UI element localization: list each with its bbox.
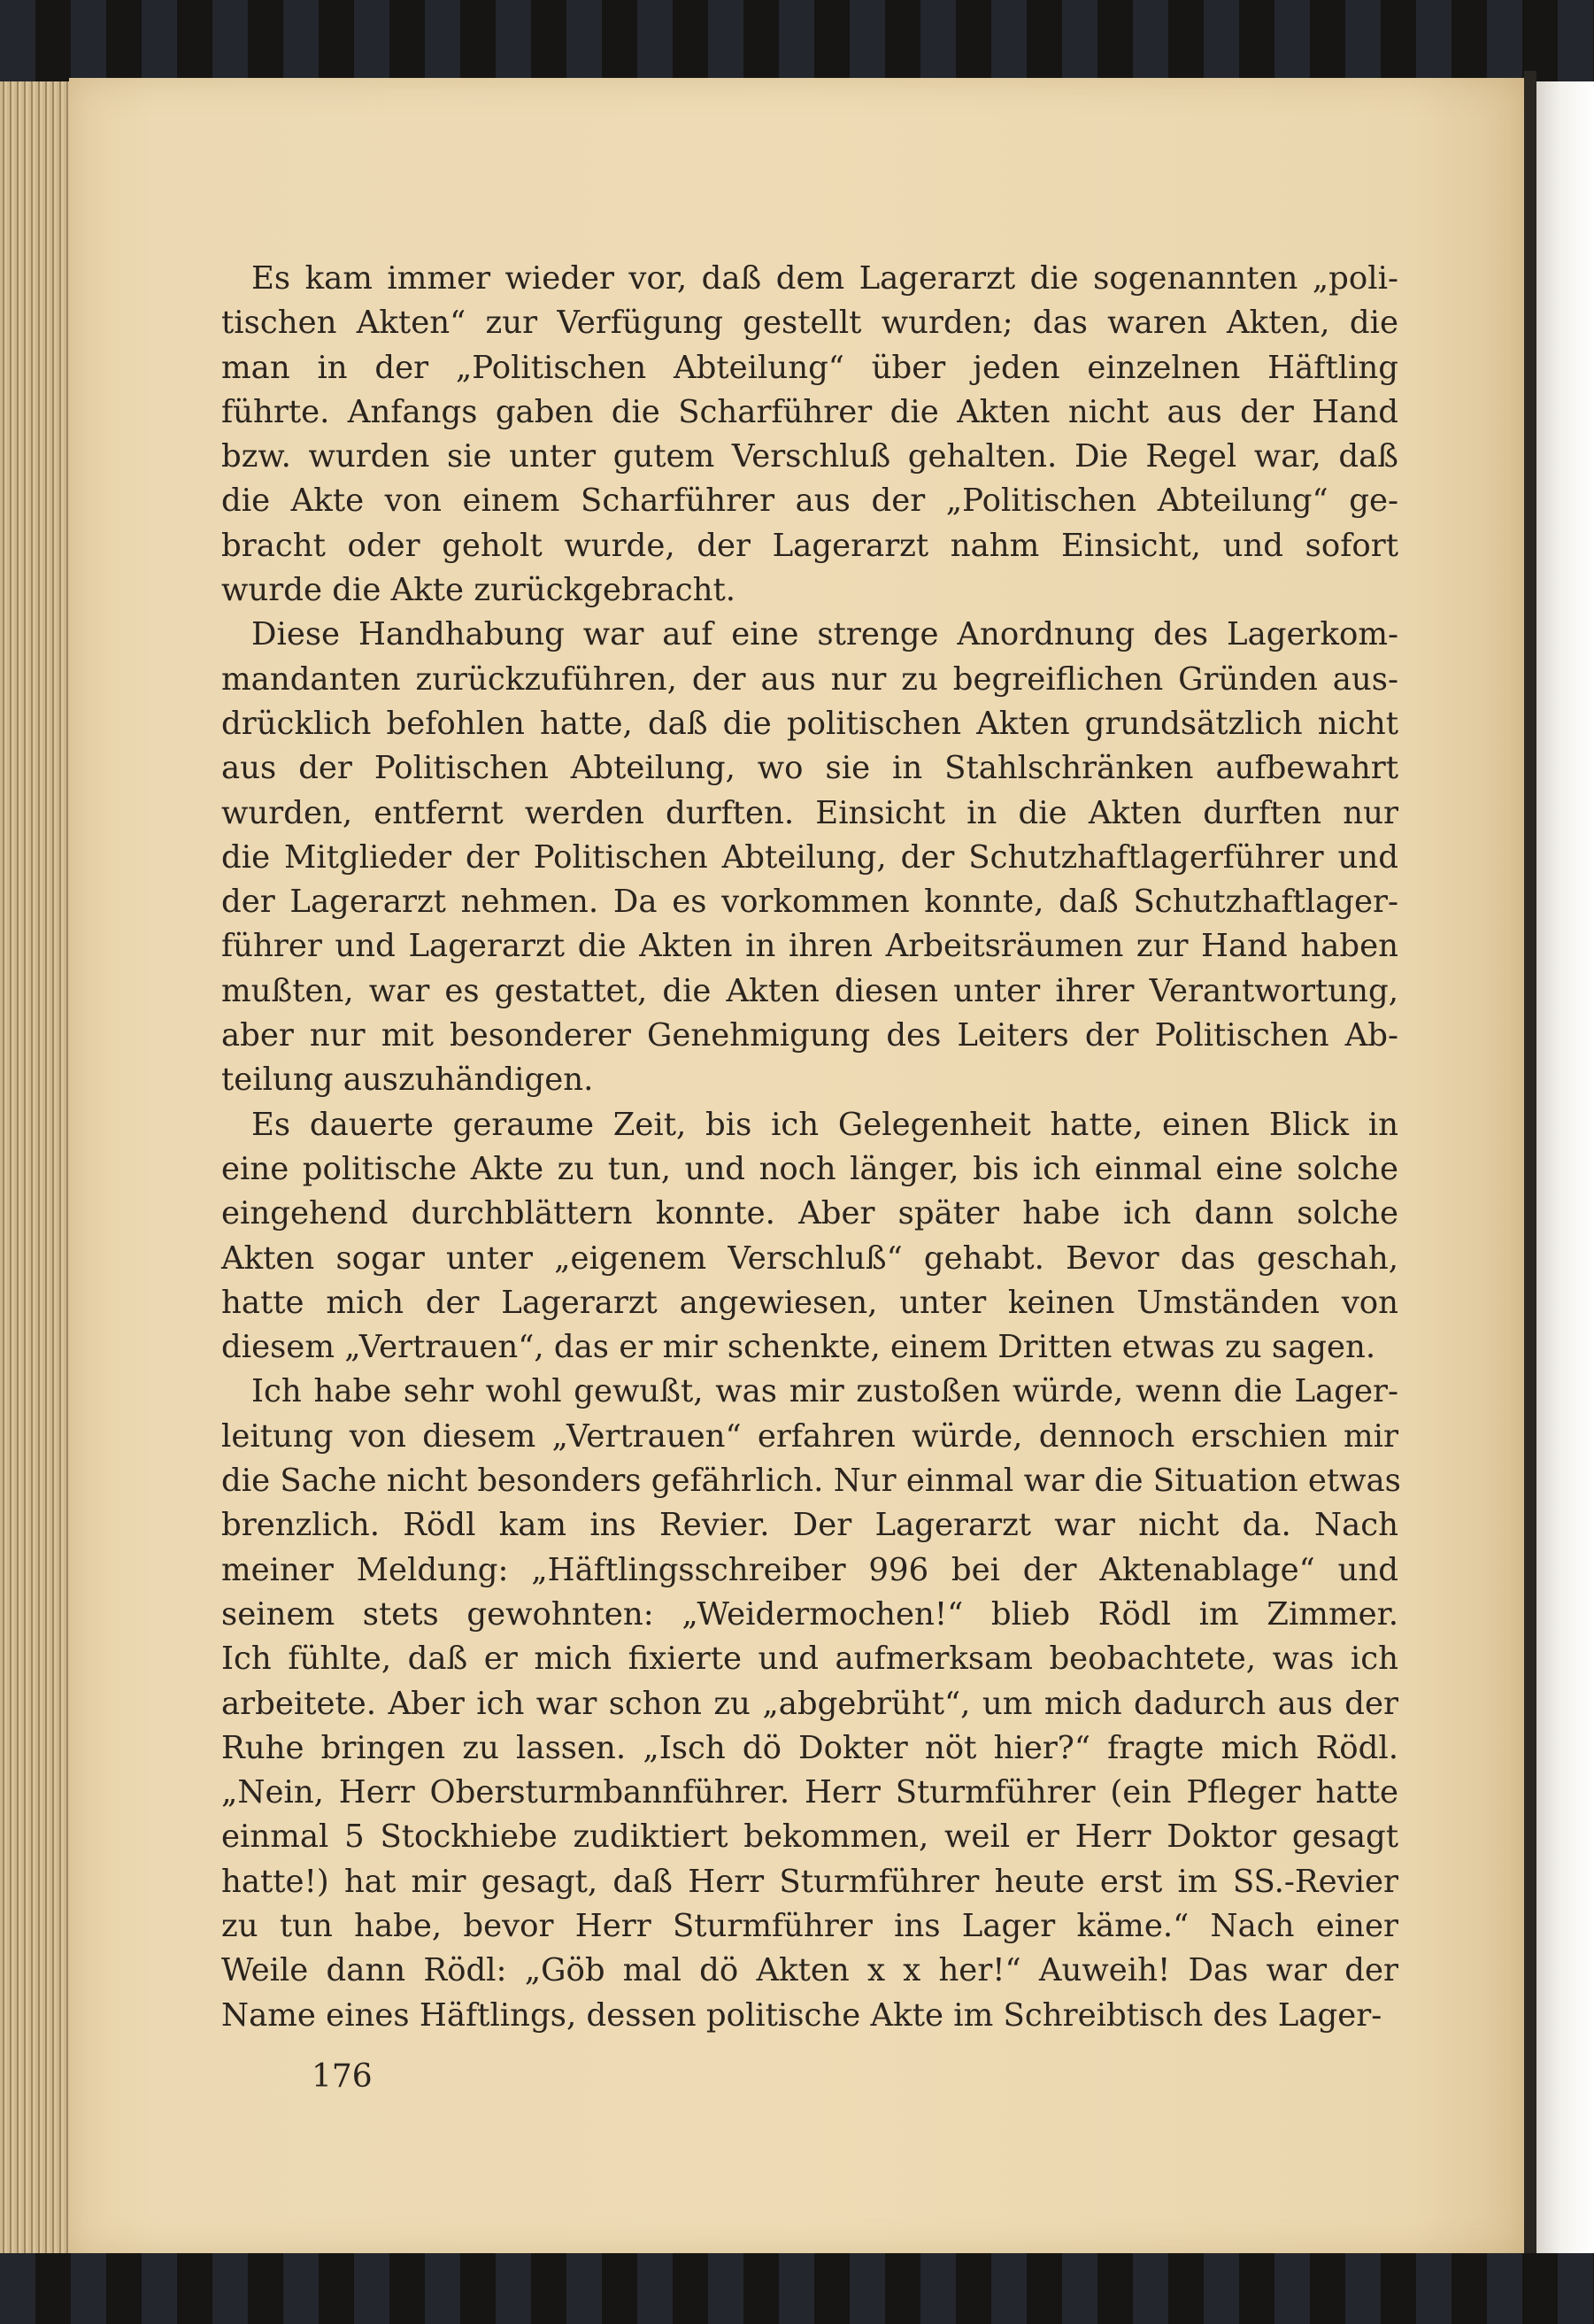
- scan-background-bottom: [0, 2253, 1594, 2324]
- text-line: arbeitete. Aber ich war schon zu „abgebrüht“, um mich dadurch aus der: [221, 1685, 1398, 1722]
- text-line: tischen Akten“ zur Verfügung gestellt wurden; das waren Akten, die: [221, 305, 1398, 342]
- facing-page-edge: [1536, 81, 1594, 2253]
- text-line: die Sache nicht besonders gefährlich. Nur einmal war die Situation etwas: [221, 1463, 1401, 1500]
- text-line: wurden, entfernt werden durften. Einsicht in die Akten durften nur: [221, 794, 1398, 831]
- paragraph: [221, 257, 1398, 613]
- text-line: Ich habe sehr wohl gewußt, was mir zustoßen würde, wenn die Lager-: [251, 1373, 1398, 1410]
- text-line: Es kam immer wieder vor, daß dem Lagerarzt die sogenannten „poli-: [251, 260, 1398, 297]
- book-gutter: [1524, 71, 1536, 2258]
- text-line: mußten, war es gestattet, die Akten diesen unter ihrer Verantwortung,: [221, 972, 1398, 1009]
- text-line: „Nein, Herr Obersturmbannführer. Herr Sturmführer (ein Pfleger hatte: [221, 1774, 1398, 1811]
- text-line: hatte mich der Lagerarzt angewiesen, unter keinen Umständen von: [221, 1284, 1398, 1321]
- text-line: brenzlich. Rödl kam ins Revier. Der Lagerarzt war nicht da. Nach: [221, 1507, 1398, 1544]
- paragraph: [221, 1370, 1401, 2037]
- page-edges-stack: [0, 81, 71, 2253]
- text-line: man in der „Politischen Abteilung“ über jeden einzelnen Häftling: [221, 349, 1398, 386]
- text-line: Weile dann Rödl: „Göb mal dö Akten x x her!“ Auweih! Das war der: [221, 1952, 1398, 1989]
- text-line: führte. Anfangs gaben die Scharführer die Akten nicht aus der Hand: [221, 393, 1398, 430]
- text-line: die Mitglieder der Politischen Abteilung, der Schutzhaftlagerführer und: [221, 838, 1398, 876]
- text-line: eingehend durchblättern konnte. Aber später habe ich dann solche: [221, 1195, 1398, 1232]
- text-line: drücklich befohlen hatte, daß die politischen Akten grundsätzlich nicht: [221, 705, 1398, 742]
- text-line: Ich fühlte, daß er mich fixierte und aufmerksam beobachtete, was ich: [221, 1641, 1398, 1678]
- text-line: die Akte von einem Scharführer aus der „Politischen Abteilung“ ge-: [221, 483, 1398, 520]
- text-line: meiner Meldung: „Häftlingsschreiber 996 bei der Aktenablage“ und: [221, 1551, 1398, 1588]
- text-line: einmal 5 Stockhiebe zudiktiert bekommen, weil er Herr Doktor gesagt: [221, 1818, 1398, 1856]
- text-line: aus der Politischen Abteilung, wo sie in Stahlschränken aufbewahrt: [221, 750, 1398, 787]
- text-line: hatte!) hat mir gesagt, daß Herr Sturmführer heute erst im SS.-Revier: [221, 1863, 1398, 1900]
- text-line: wurde die Akte zurückgebracht.: [221, 572, 736, 609]
- text-line: bzw. wurden sie unter gutem Verschluß gehalten. Die Regel war, daß: [221, 438, 1398, 475]
- body-text: [221, 257, 1401, 2038]
- text-line: Ruhe bringen zu lassen. „Isch dö Dokter nöt hier?“ fragte mich Rödl.: [221, 1729, 1398, 1766]
- text-line: Es dauerte geraume Zeit, bis ich Gelegenheit hatte, einen Blick in: [251, 1106, 1398, 1143]
- text-line: zu tun habe, bevor Herr Sturmführer ins Lager käme.“ Nach einer: [221, 1907, 1398, 1944]
- text-line: eine politische Akte zu tun, und noch länger, bis ich einmal eine solche: [221, 1150, 1398, 1187]
- paragraph: [221, 1103, 1398, 1370]
- text-line: Name eines Häftlings, dessen politische Akte im Schreibtisch des Lager-: [221, 1996, 1382, 2034]
- text-line: seinem stets gewohnten: „Weidermochen!“ blieb Rödl im Zimmer.: [221, 1595, 1398, 1633]
- text-line: mandanten zurückzuführen, der aus nur zu begreiflichen Gründen aus-: [221, 660, 1398, 698]
- text-line: bracht oder geholt wurde, der Lagerarzt nahm Einsicht, und sofort: [221, 527, 1398, 564]
- text-line: Akten sogar unter „eigenem Verschluß“ gehabt. Bevor das geschah,: [221, 1239, 1398, 1277]
- page-number: 176: [312, 2058, 373, 2095]
- scan-background-top: [0, 0, 1594, 81]
- text-line: Diese Handhabung war auf eine strenge Anordnung des Lagerkom-: [251, 616, 1398, 653]
- paragraph: [221, 613, 1398, 1102]
- text-line: leitung von diesem „Vertrauen“ erfahren würde, dennoch erschien mir: [221, 1417, 1398, 1455]
- text-line: diesem „Vertrauen“, das er mir schenkte, einem Dritten etwas zu sagen.: [221, 1329, 1376, 1366]
- text-line: teilung auszuhändigen.: [221, 1062, 594, 1099]
- text-line: aber nur mit besonderer Genehmigung des Leiters der Politischen Ab-: [221, 1017, 1398, 1054]
- text-line: der Lagerarzt nehmen. Da es vorkommen konnte, daß Schutzhaftlager-: [221, 884, 1398, 921]
- text-line: führer und Lagerarzt die Akten in ihren Arbeitsräumen zur Hand haben: [221, 928, 1398, 965]
